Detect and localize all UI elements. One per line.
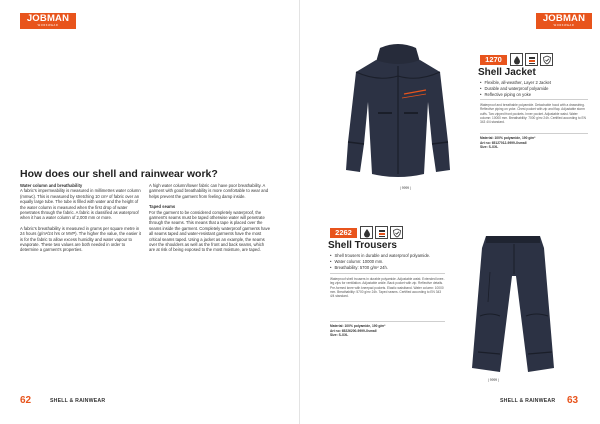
paragraph: [149, 204, 271, 253]
right-page: [300, 0, 600, 424]
feature-list: [330, 253, 450, 270]
paragraph: [20, 183, 142, 221]
paragraph-text: A fabric's impermeability is measured in millimetres water column (mmwc). This is measured by stretching 10 cm² of fabric over an equally large tube. The tube is filled with water and the height of the water column is measured when the first drop of water penetrates through the fabric. A fabric is classified as waterproof when it has a water column of 2,000 mm or more.: [20, 188, 141, 221]
spec-article: Art no: 65226200-9999-Xsmall: [330, 328, 377, 333]
divider: [330, 273, 445, 274]
divider: [330, 321, 445, 322]
feature-item: • Shell trousers in durable and waterproof polyamide.: [330, 253, 450, 259]
text-column-2: [149, 183, 271, 258]
paragraph-heading: Taped seams: [149, 204, 176, 210]
product-title: Shell Jacket: [478, 67, 536, 78]
product-specs: [480, 136, 588, 150]
feature-item: • Breathability: 5700 g/m² 24h.: [330, 265, 450, 271]
page-number-right: 63: [567, 395, 579, 406]
spec-material: Material: 100% polyamide, 190 g/m²: [330, 324, 386, 328]
certificate-shield-icon: [390, 226, 403, 239]
spec-article: Art no: 65127012-9999-Xsmall: [480, 140, 527, 145]
jacket-image-number: | 9999 |: [400, 186, 411, 190]
product-description: Waterproof shell trousers in durable polyamide. Adjustable waist. Extended knee-leg zips for ventilation. Adjustable ankle. Back pocket with zip. Reflective details. Pre-formed knee with kneepad pockets. Elastic waistband. Water column: 10000 mm. Breathability: 5700 g/m² 24h. Taped seams. Certified according to EN 343 4/4 standard.: [330, 277, 445, 299]
product-title: Shell Trousers: [328, 240, 397, 251]
product-code-badge: 2262: [330, 228, 357, 238]
layer-icon: [375, 226, 388, 239]
water-drop-icon: [360, 226, 373, 239]
trousers-image-number: | 9999 |: [488, 378, 499, 382]
divider: [480, 99, 588, 100]
brand-logo: JOBMAN WORKWEAR: [536, 13, 592, 29]
product-description: Waterproof and breathable polyamide. Detachable hood with a drawstring. Reflective piping on yoke. Chest pocket with zip and flap. Adjustable storm cuffs. Two zipped front pockets. Inner pocket. Adjustable waist. Water column: 10000 mm. Breathability: 7000 g/m² 24h. Certified according to EN 343 4/4 standard.: [480, 103, 586, 125]
product-code-badge: 1270: [480, 55, 507, 65]
certificate-shield-icon: [540, 53, 553, 66]
section-title: How does our shell and rainwear work?: [20, 168, 218, 180]
paragraph: [149, 183, 271, 199]
layer-icon: [525, 53, 538, 66]
shell-jacket-image: [342, 42, 454, 182]
paragraph: [20, 226, 142, 253]
feature-item: • Durable and waterproof polyamide: [480, 86, 590, 92]
spec-material: Material: 100% polyamide, 190 g/m²: [480, 136, 536, 140]
shell-trousers-image: [468, 232, 558, 376]
paragraph-text: For the garment to be considered completely waterproof, the garment's seams must be taped otherwise water will penetrate through the seams. This means that a tape is placed over the seams inside the garment. Completely waterproof garments have all seams taped and water-resistant garments have the most critical seams taped. Using a jacket as an example, the seams over the shoulders as well as the front and back seams, which are at risk of being exposed to the most moisture, are taped.: [149, 209, 271, 253]
feature-list: [480, 80, 590, 97]
spec-size: Size: S-XXL: [480, 145, 499, 150]
feature-item: • Reflective piping on yoke: [480, 92, 590, 98]
feature-item: • Flexible, all-weather, Layer 2 Jacket: [480, 80, 590, 86]
paragraph-text: A high water column/lower fabric can have poor breathability. A garment with good breathability is more comfortable to wear and helps prevent the garment from feeling damp inside.: [149, 183, 269, 199]
divider: [480, 133, 588, 134]
footer-label-right: SHELL & RAINWEAR: [500, 398, 556, 404]
page-number-left: 62: [20, 395, 32, 406]
feature-item: • Water column: 10000 mm.: [330, 259, 450, 265]
paragraph-heading: Water column and breathability: [20, 183, 83, 188]
brand-logo: JOBMAN WORKWEAR: [20, 13, 76, 29]
water-drop-icon: [510, 53, 523, 66]
text-column-1: [20, 183, 142, 258]
footer-label-left: SHELL & RAINWEAR: [50, 398, 106, 404]
paragraph-text: A fabric's breathability is measured in grams per square metre in 24 hours (g/m²/24 hrs or MVP). The higher the value, the easier it is for the fabric to allow excess humidity and water vapour to evaporate. These two values are both needed in order to determine a garment's properties.: [20, 225, 141, 253]
spec-size: Size: S-XXL: [330, 333, 349, 338]
product-specs: [330, 324, 445, 338]
